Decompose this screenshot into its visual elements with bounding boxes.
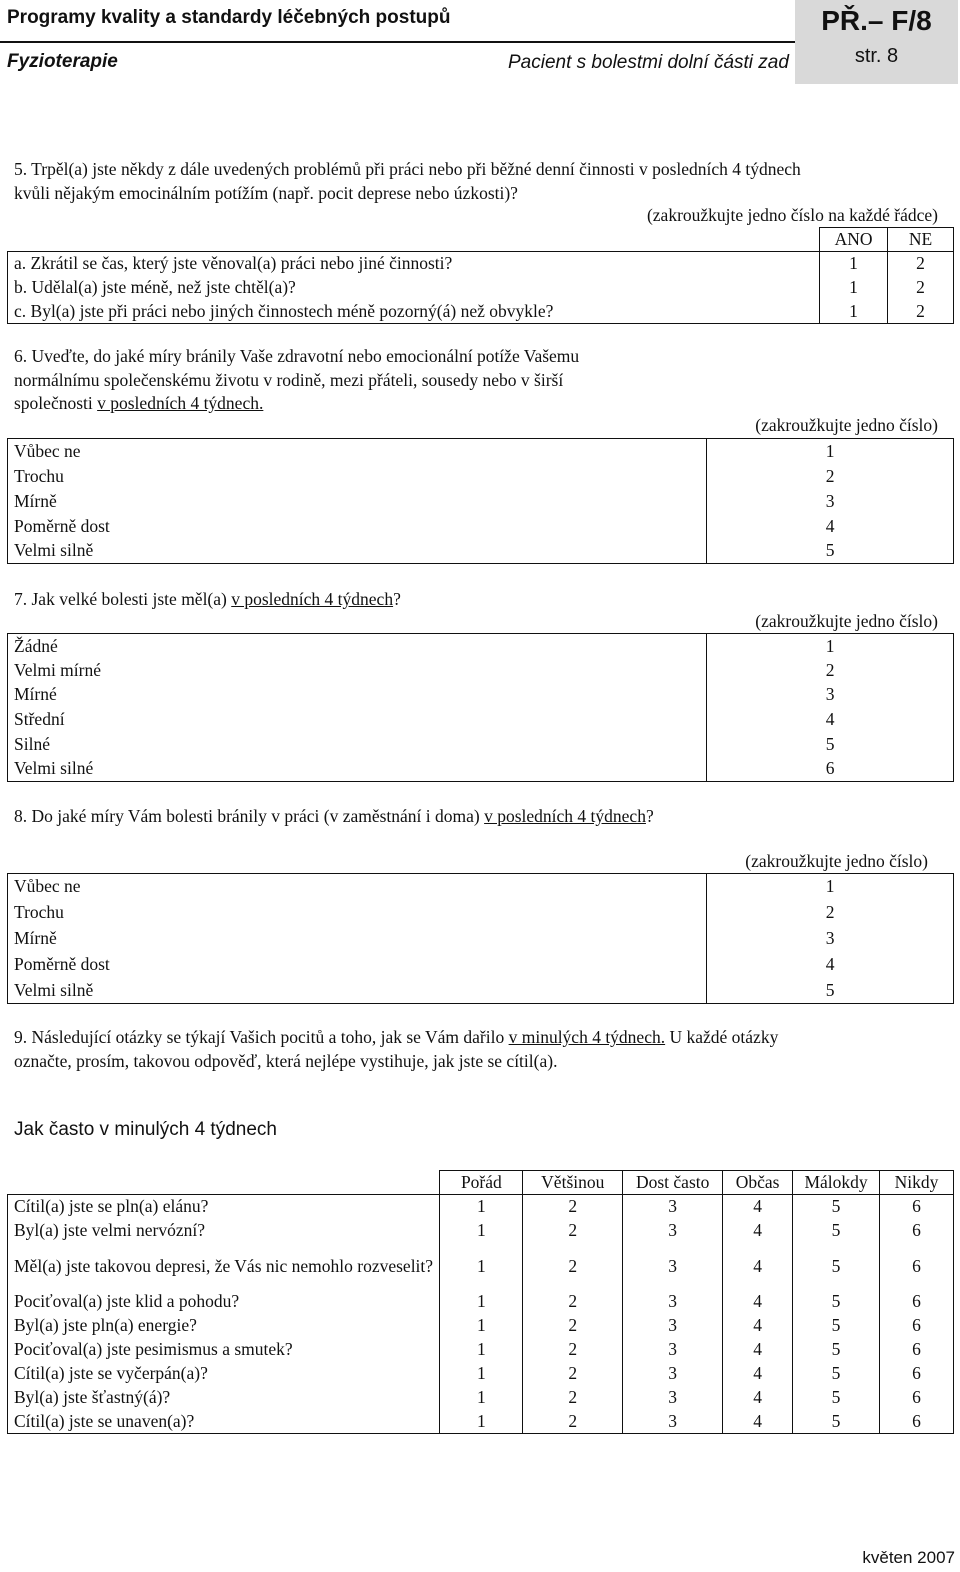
answer-value: 1 <box>440 1195 523 1219</box>
row-label: a. Zkrátil se čas, který jste věnoval(a) práci nebo jiné činnosti? <box>8 252 820 276</box>
answer-value: 3 <box>623 1338 723 1362</box>
answer-value: 4 <box>723 1410 793 1434</box>
table-row <box>8 952 954 978</box>
question-5-line-1: 5. Trpěl(a) jste někdy z dále uvedených problémů při práci nebo při běžné denní činnosti v posledních 4 týdnech <box>14 159 801 179</box>
table-row <box>8 978 954 1004</box>
answer-value: 4 <box>723 1362 793 1386</box>
option-value: 3 <box>707 683 954 708</box>
option-label: Mírně <box>8 926 707 952</box>
table-row <box>8 634 954 659</box>
answer-value: 6 <box>880 1314 954 1338</box>
table-row <box>8 1410 954 1434</box>
question-5-line-2: kvůli nějakým emocinálním potížím (např. pocit deprese nebo úzkosti)? <box>14 182 518 203</box>
row-label: Pociťoval(a) jste klid a pohodu? <box>8 1290 440 1314</box>
table-row <box>8 658 954 683</box>
option-value: 6 <box>707 756 954 781</box>
row-label: Cítil(a) jste se unaven(a)? <box>8 1410 440 1434</box>
question-8-hint: (zakroužkujte jedno číslo) <box>745 851 928 871</box>
answer-value: 6 <box>880 1219 954 1243</box>
column-header: Většinou <box>523 1171 623 1195</box>
row-label: Pociťoval(a) jste pesimismus a smutek? <box>8 1338 440 1362</box>
document-title: Programy kvality a standardy léčebných postupů <box>7 7 451 28</box>
table-row <box>8 1219 954 1243</box>
option-label: Vůbec ne <box>8 439 707 464</box>
row-label: c. Byl(a) jste při práci nebo jiných činnostech méně pozorný(á) než obvykle? <box>8 300 820 324</box>
question-5-hint: (zakroužkujte jedno číslo na každé řádce) <box>646 205 938 225</box>
question-6-line-2: normálnímu společenskému životu v rodině, mezi přáteli, sousedy nebo v širší <box>14 369 564 390</box>
question-9-table <box>7 1170 954 1434</box>
answer-yes: 1 <box>820 252 888 276</box>
footer-date: květen 2007 <box>862 1548 955 1567</box>
answer-value: 3 <box>623 1314 723 1338</box>
question-7-table <box>7 633 954 782</box>
answer-value: 4 <box>723 1386 793 1410</box>
option-label: Velmi silně <box>8 978 707 1004</box>
answer-value: 5 <box>793 1386 880 1410</box>
option-label: Trochu <box>8 900 707 926</box>
answer-yes: 1 <box>820 276 888 300</box>
answer-value: 5 <box>793 1195 880 1219</box>
table-row <box>8 539 954 564</box>
column-header: Málokdy <box>793 1171 880 1195</box>
answer-value: 1 <box>440 1219 523 1243</box>
question-9-line-1: 9. Následující otázky se týkají Vašich pocitů a toho, jak se Vám dařilo v minulých 4 týdnech. U každé otázky <box>14 1027 779 1047</box>
option-label: Silné <box>8 732 707 757</box>
question-5 <box>14 158 801 205</box>
answer-value: 3 <box>623 1219 723 1243</box>
option-label: Mírné <box>8 683 707 708</box>
question-8-table <box>7 873 954 1004</box>
answer-value: 2 <box>523 1195 623 1219</box>
table-row <box>8 707 954 732</box>
answer-value: 1 <box>440 1338 523 1362</box>
answer-value: 4 <box>723 1314 793 1338</box>
row-label: Byl(a) jste pln(a) energie? <box>8 1314 440 1338</box>
answer-value: 2 <box>523 1243 623 1290</box>
option-label: Vůbec ne <box>8 874 707 900</box>
answer-value: 2 <box>523 1362 623 1386</box>
answer-value: 5 <box>793 1290 880 1314</box>
answer-value: 1 <box>440 1362 523 1386</box>
header-rule <box>0 41 795 43</box>
table-row <box>8 276 954 300</box>
header-code-box <box>795 0 958 84</box>
column-header: Nikdy <box>880 1171 954 1195</box>
option-value: 5 <box>707 732 954 757</box>
question-7: 7. Jak velké bolesti jste měl(a) v posledních 4 týdnech? <box>14 589 401 609</box>
question-6-table <box>7 438 954 564</box>
row-label: Byl(a) jste šťastný(á)? <box>8 1386 440 1410</box>
answer-value: 4 <box>723 1195 793 1219</box>
answer-value: 3 <box>623 1243 723 1290</box>
answer-value: 6 <box>880 1195 954 1219</box>
row-label: b. Udělal(a) jste méně, než jste chtěl(a)? <box>8 276 820 300</box>
option-value: 1 <box>707 874 954 900</box>
option-label: Střední <box>8 707 707 732</box>
document-subject: Pacient s bolestmi dolní části zad <box>508 52 789 73</box>
answer-value: 3 <box>623 1290 723 1314</box>
answer-value: 5 <box>793 1410 880 1434</box>
answer-value: 6 <box>880 1362 954 1386</box>
table-header-row <box>8 228 954 252</box>
table-row <box>8 732 954 757</box>
answer-value: 2 <box>523 1290 623 1314</box>
option-value: 1 <box>707 439 954 464</box>
table-row <box>8 439 954 464</box>
answer-value: 4 <box>723 1338 793 1362</box>
answer-value: 4 <box>723 1243 793 1290</box>
option-value: 3 <box>707 926 954 952</box>
column-header-no: NE <box>888 228 954 252</box>
option-label: Velmi mírné <box>8 658 707 683</box>
page-number: str. 8 <box>854 45 899 67</box>
table-row <box>8 1195 954 1219</box>
row-label: Byl(a) jste velmi nervózní? <box>8 1219 440 1243</box>
answer-no: 2 <box>888 300 954 324</box>
answer-value: 3 <box>623 1386 723 1410</box>
option-value: 1 <box>707 634 954 659</box>
table-row <box>8 1243 954 1290</box>
question-7-hint: (zakroužkujte jedno číslo) <box>755 611 938 631</box>
option-value: 5 <box>707 539 954 564</box>
table-row <box>8 926 954 952</box>
option-label: Velmi silné <box>8 756 707 781</box>
row-label: Měl(a) jste takovou depresi, že Vás nic nemohlo rozveselit? <box>8 1243 440 1290</box>
option-value: 4 <box>707 707 954 732</box>
answer-value: 1 <box>440 1290 523 1314</box>
table-row <box>8 514 954 539</box>
table-row <box>8 1362 954 1386</box>
option-value: 2 <box>707 658 954 683</box>
question-8: 8. Do jaké míry Vám bolesti bránily v práci (v zaměstnání i doma) v posledních 4 týdnech? <box>14 806 654 826</box>
table-row <box>8 489 954 514</box>
column-header: Dost často <box>623 1171 723 1195</box>
question-9 <box>14 1026 778 1073</box>
table-row <box>8 683 954 708</box>
question-5-table <box>7 227 954 324</box>
answer-value: 5 <box>793 1243 880 1290</box>
option-label: Velmi silně <box>8 539 707 564</box>
column-header: Občas <box>723 1171 793 1195</box>
answer-value: 2 <box>523 1219 623 1243</box>
table-header-row <box>8 1171 954 1195</box>
answer-value: 1 <box>440 1243 523 1290</box>
answer-no: 2 <box>888 252 954 276</box>
answer-value: 2 <box>523 1314 623 1338</box>
answer-value: 5 <box>793 1362 880 1386</box>
answer-value: 6 <box>880 1386 954 1410</box>
answer-value: 2 <box>523 1410 623 1434</box>
column-header: Pořád <box>440 1171 523 1195</box>
answer-value: 5 <box>793 1219 880 1243</box>
option-label: Poměrně dost <box>8 514 707 539</box>
question-9-subtitle: Jak často v minulých 4 týdnech <box>14 1119 277 1140</box>
table-row <box>8 756 954 781</box>
answer-value: 2 <box>523 1386 623 1410</box>
answer-value: 1 <box>440 1386 523 1410</box>
table-row <box>8 1314 954 1338</box>
option-label: Poměrně dost <box>8 952 707 978</box>
question-6-line-3: společnosti v posledních 4 týdnech. <box>14 393 264 413</box>
table-row <box>8 1290 954 1314</box>
answer-yes: 1 <box>820 300 888 324</box>
answer-value: 6 <box>880 1243 954 1290</box>
answer-value: 1 <box>440 1410 523 1434</box>
option-value: 2 <box>707 900 954 926</box>
option-value: 5 <box>707 978 954 1004</box>
table-row <box>8 300 954 324</box>
option-label: Žádné <box>8 634 707 659</box>
question-6-hint: (zakroužkujte jedno číslo) <box>755 415 938 435</box>
answer-value: 5 <box>793 1338 880 1362</box>
column-header-yes: ANO <box>820 228 888 252</box>
answer-value: 6 <box>880 1410 954 1434</box>
question-6-line-1: 6. Uveďte, do jaké míry bránily Vaše zdravotní nebo emocionální potíže Vašemu <box>14 346 580 366</box>
question-6 <box>14 345 579 416</box>
table-row <box>8 464 954 489</box>
option-value: 2 <box>707 464 954 489</box>
option-label: Trochu <box>8 464 707 489</box>
answer-value: 3 <box>623 1362 723 1386</box>
table-row <box>8 1386 954 1410</box>
option-value: 4 <box>707 514 954 539</box>
answer-value: 3 <box>623 1195 723 1219</box>
table-row <box>8 1338 954 1362</box>
answer-value: 6 <box>880 1338 954 1362</box>
option-label: Mírně <box>8 489 707 514</box>
answer-value: 3 <box>623 1410 723 1434</box>
answer-value: 1 <box>440 1314 523 1338</box>
table-row <box>8 900 954 926</box>
answer-value: 5 <box>793 1314 880 1338</box>
table-row <box>8 252 954 276</box>
table-row <box>8 874 954 900</box>
document-code: PŘ.– F/8 <box>821 5 932 36</box>
answer-value: 4 <box>723 1219 793 1243</box>
row-label: Cítil(a) jste se pln(a) elánu? <box>8 1195 440 1219</box>
section-name: Fyzioterapie <box>7 51 118 72</box>
row-label: Cítil(a) jste se vyčerpán(a)? <box>8 1362 440 1386</box>
option-value: 3 <box>707 489 954 514</box>
answer-value: 6 <box>880 1290 954 1314</box>
answer-no: 2 <box>888 276 954 300</box>
question-9-line-2: označte, prosím, takovou odpověď, která nejlépe vystihuje, jak jste se cítil(a). <box>14 1050 558 1071</box>
answer-value: 4 <box>723 1290 793 1314</box>
option-value: 4 <box>707 952 954 978</box>
answer-value: 2 <box>523 1338 623 1362</box>
